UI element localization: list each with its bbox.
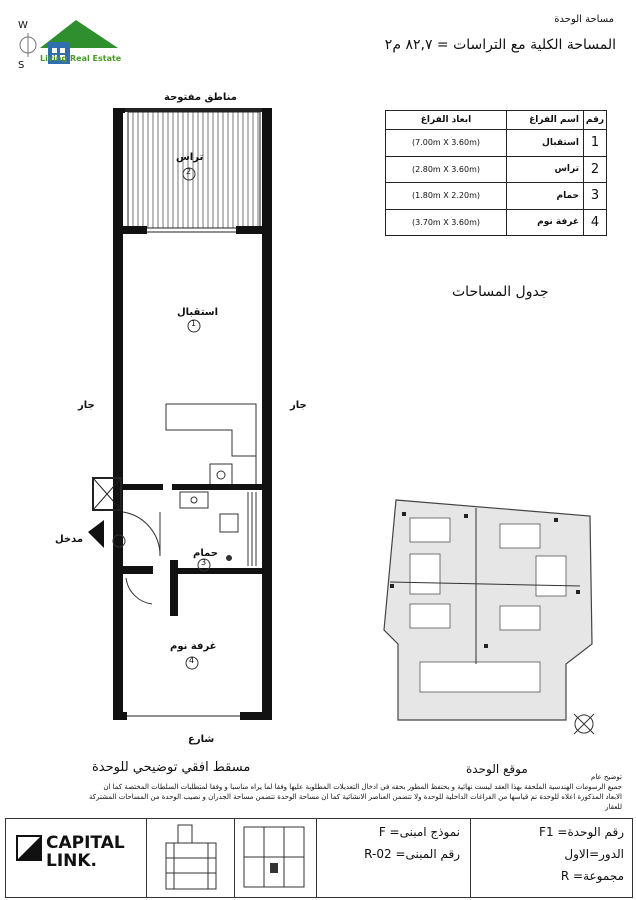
notes-line-1: جميع الرسومات الهندسية الملحقة بهذا العقد ليست نهائية و يحتفظ المطور بحقه في ادخال التعديلات المطلوبة عليها وفقا لما يراه مناسبا و وفقا لمتطلبات السلطات المختصة كما ان — [103, 783, 622, 791]
capital-link-logo-icon — [16, 835, 42, 861]
header-num: رقم — [584, 111, 607, 130]
unit-cell — [470, 819, 632, 897]
logo-text: Living Real Estate — [40, 54, 122, 63]
terrace-label: تراس — [176, 152, 204, 163]
row-name: غرفة نوم — [507, 209, 584, 236]
row-dim: (1.80m X 2.20m) — [386, 183, 507, 210]
street-label: شارع — [188, 734, 215, 745]
neighbor-left-label: جار — [78, 400, 95, 411]
bedroom-label: غرفة نوم — [170, 641, 217, 652]
open-areas-label: مناطق مفتوحة — [164, 92, 237, 103]
title-block — [5, 818, 633, 898]
entrance-mark: F1 — [114, 536, 122, 543]
plan-caption: مسقط افقي توضيحي للوحدة — [92, 760, 251, 775]
unit-area-label: مساحة الوحدة — [554, 14, 614, 25]
row-name: تراس — [507, 156, 584, 183]
floor-text: الدور=الاول — [564, 847, 624, 861]
neighbor-right-label: جار — [290, 400, 307, 411]
row-name: استقبال — [507, 130, 584, 157]
table-caption: جدول المساحات — [452, 284, 549, 300]
row-dim: (3.70m X 3.60m) — [386, 209, 507, 236]
building-elevation-drawing — [156, 823, 226, 893]
row-name: حمام — [507, 183, 584, 210]
row-dim: (2.80m X 3.60m) — [386, 156, 507, 183]
row-dim: (7.00m X 3.60m) — [386, 130, 507, 157]
company-cell — [6, 819, 147, 897]
company-line-2: LINK. — [46, 851, 98, 871]
row-num: 2 — [584, 156, 607, 183]
company-line-1: CAPITAL — [46, 833, 125, 853]
notes-title: توضيح عام — [590, 773, 622, 781]
bathroom-label: حمام — [193, 548, 218, 559]
model-cell — [316, 819, 471, 897]
entrance-label: مدخل — [55, 534, 84, 545]
group-text: مجموعة= R — [560, 869, 624, 883]
general-notes — [12, 772, 622, 812]
notes-line-2: الابعاد المذكورة اعلاه للوحدة تم قياسها من الفراغات الداخلية للوحدة ولا تتضمن العناصر الانشائية كما ان مساحة الوحدة تتضمن مساحة الجدران و نصيب الوحدة من المساحات المشتركة — [89, 793, 622, 801]
header-name: اسم الفراغ — [507, 111, 584, 130]
reception-num: 1 — [191, 319, 197, 328]
row-num: 4 — [584, 209, 607, 236]
unit-number-text: رقم الوحدة= F1 — [539, 825, 624, 839]
elevation-cell — [146, 819, 235, 897]
bathroom-num: 3 — [201, 558, 207, 567]
notes-line-3: للعقار — [605, 803, 622, 811]
compass-west: W — [18, 20, 28, 31]
building-plan-thumbnail — [240, 823, 310, 893]
site-plan — [380, 494, 612, 744]
bedroom-num: 4 — [189, 656, 195, 665]
total-area-text: المساحة الكلية مع التراسات = ٨٢,٧ م٢ — [384, 37, 616, 53]
building-number-text: رقم المبنى= R-02 — [364, 847, 460, 861]
row-num: 3 — [584, 183, 607, 210]
model-text: نموذج امبنى= F — [378, 825, 460, 839]
terrace-num: 2 — [186, 167, 192, 176]
reception-label: استقبال — [177, 307, 219, 318]
header-dim: ابعاد الفراغ — [386, 111, 507, 130]
row-num: 1 — [584, 130, 607, 157]
site-caption: موقع الوحدة — [466, 762, 528, 776]
compass-south: S — [18, 60, 25, 71]
plan-thumb-cell — [234, 819, 317, 897]
north-arrow-icon — [574, 714, 594, 734]
